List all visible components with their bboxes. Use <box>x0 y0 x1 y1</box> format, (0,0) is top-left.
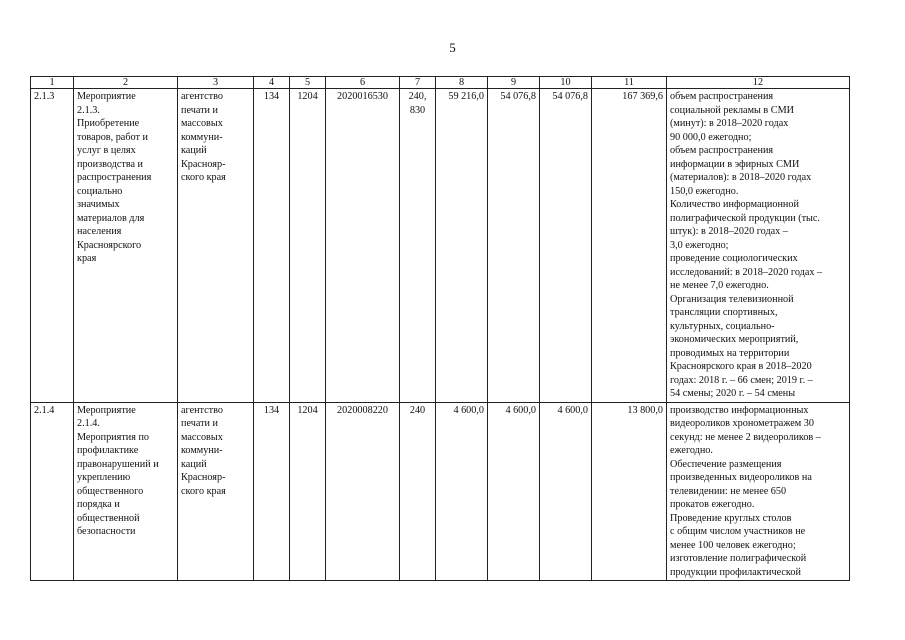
vr-code <box>400 89 436 403</box>
column-header: 9 <box>488 77 540 89</box>
amount-2020: 4 600,0 <box>540 402 592 581</box>
executor-name-line: Краснояр- <box>181 472 226 483</box>
measure-name-line: порядка и <box>77 499 120 510</box>
executor-name-line: печати и <box>181 104 219 116</box>
executor-name-line: ского края <box>181 172 226 183</box>
measure-name-line: населения <box>77 226 122 237</box>
expected-result-line: Обеспечение размещения <box>670 458 782 470</box>
measure-name-line: Мероприятие <box>77 91 136 102</box>
amount-total: 167 369,6 <box>592 89 667 403</box>
amount-2019: 4 600,0 <box>488 402 540 581</box>
amount-2018: 4 600,0 <box>436 402 488 581</box>
expected-result-line: менее 100 человек ежегодно; <box>670 539 796 551</box>
expected-result-line: трансляции спортивных, <box>670 307 778 318</box>
column-header: 5 <box>290 77 326 89</box>
measure-name-line: Красноярского <box>77 239 142 251</box>
expected-result-line: Проведение круглых столов <box>670 512 792 524</box>
expected-result-line: (материалов): в 2018–2020 годах <box>670 172 812 183</box>
measure-name-line: Приобретение <box>77 118 140 129</box>
measure-name-line: укреплению <box>77 472 131 483</box>
measure-name-line: социально <box>77 185 123 197</box>
measure-name-line: Мероприятие <box>77 404 136 416</box>
executor-name-line: коммуни- <box>181 131 223 143</box>
executor-name-line: массовых <box>181 118 223 129</box>
measure-name-line: профилактике <box>77 445 139 456</box>
expected-result <box>667 402 850 581</box>
expected-result-line: (минут): в 2018–2020 годах <box>670 118 789 129</box>
expected-result-line: объем распространения <box>670 145 774 156</box>
vr-code-line: 830 <box>409 104 426 116</box>
expected-result-line: культурных, социально- <box>670 320 775 332</box>
executor-name-line: каций <box>181 145 207 156</box>
measure-name-line: общественной <box>77 512 140 524</box>
expected-result-line: не менее 7,0 ежегодно. <box>670 280 769 291</box>
expected-result-line: произведенных видеороликов на <box>670 472 812 483</box>
executor-name-line: агентство <box>181 404 223 416</box>
expected-result-line: годах: 2018 г. – 66 смен; 2019 г. – <box>670 374 813 386</box>
expected-result-line: объем распространения <box>670 91 774 102</box>
executor-name-line: печати и <box>181 418 219 429</box>
grbs-code: 134 <box>254 402 290 581</box>
expected-result-line: 90 000,0 ежегодно; <box>670 131 752 143</box>
expected-result-line: Организация телевизионной <box>670 293 794 305</box>
expected-result-line: Количество информационной <box>670 199 799 210</box>
column-header: 6 <box>326 77 400 89</box>
expected-result-line: проводимых на территории <box>670 347 790 359</box>
program-table <box>30 76 850 581</box>
column-header: 10 <box>540 77 592 89</box>
table-row <box>31 402 850 581</box>
rzpr-code: 1204 <box>290 402 326 581</box>
measure-name-line: Мероприятия по <box>77 431 149 443</box>
column-header: 7 <box>400 77 436 89</box>
measure-name-line: общественного <box>77 485 144 497</box>
executor-name-line: массовых <box>181 431 223 443</box>
page-number: 5 <box>449 40 456 55</box>
executor-name-line: агентство <box>181 91 223 102</box>
expected-result-line: с общим числом участников не <box>670 526 806 537</box>
column-header: 8 <box>436 77 488 89</box>
expected-result-line: изготовление полиграфической <box>670 553 807 564</box>
expected-result-line: 150,0 ежегодно. <box>670 185 739 197</box>
expected-result-line: экономических мероприятий, <box>670 334 799 345</box>
executor-name-line: коммуни- <box>181 445 223 456</box>
column-header: 12 <box>667 77 850 89</box>
amount-2020: 54 076,8 <box>540 89 592 403</box>
measure-name-line: значимых <box>77 199 120 210</box>
expected-result-line: 54 смены; 2020 г. – 54 смены <box>670 388 796 399</box>
measure-name-line: материалов для <box>77 212 145 224</box>
executor-name <box>178 402 254 581</box>
expected-result-line: видеороликов хронометражем 30 <box>670 418 814 429</box>
executor-name-line: каций <box>181 458 207 470</box>
executor-name <box>178 89 254 403</box>
expected-result-line: прокатов ежегодно. <box>670 499 755 510</box>
grbs-code: 134 <box>254 89 290 403</box>
measure-name-line: товаров, работ и <box>77 131 148 143</box>
row-code: 2.1.4 <box>31 402 74 581</box>
table-row <box>31 89 850 403</box>
expected-result-line: проведение социологических <box>670 253 798 264</box>
executor-name-line: Краснояр- <box>181 158 226 170</box>
expected-result-line: социальной рекламы в СМИ <box>670 104 794 116</box>
csr-code: 2020008220 <box>326 402 400 581</box>
expected-result-line: полиграфической продукции (тыс. <box>670 212 820 224</box>
amount-total: 13 800,0 <box>592 402 667 581</box>
rzpr-code: 1204 <box>290 89 326 403</box>
column-header: 11 <box>592 77 667 89</box>
measure-name-line: услуг в целях <box>77 145 136 156</box>
expected-result-line: 3,0 ежегодно; <box>670 239 729 251</box>
amount-2018: 59 216,0 <box>436 89 488 403</box>
expected-result-line: секунд: не менее 2 видеороликов – <box>670 431 821 443</box>
column-header: 4 <box>254 77 290 89</box>
measure-name <box>74 89 178 403</box>
measure-name-line: правонарушений и <box>77 458 159 470</box>
expected-result-line: исследований: в 2018–2020 годах – <box>670 266 823 278</box>
row-code: 2.1.3 <box>31 89 74 403</box>
column-header: 1 <box>31 77 74 89</box>
executor-name-line: ского края <box>181 485 226 497</box>
csr-code: 2020016530 <box>326 89 400 403</box>
vr-code-line: 240 <box>409 404 426 416</box>
amount-2019: 54 076,8 <box>488 89 540 403</box>
header-row <box>31 77 850 89</box>
vr-code-line: 240, <box>408 91 427 102</box>
measure-name-line: 2.1.4. <box>77 418 100 429</box>
expected-result-line: производство информационных <box>670 404 809 416</box>
measure-name-line: производства и <box>77 158 144 170</box>
expected-result-line: информации в эфирных СМИ <box>670 158 800 170</box>
measure-name <box>74 402 178 581</box>
expected-result-line: штук): в 2018–2020 годах – <box>670 226 788 237</box>
expected-result-line: телевидении: не менее 650 <box>670 485 787 497</box>
measure-name-line: распространения <box>77 172 152 183</box>
expected-result-line: продукции профилактической <box>670 566 801 578</box>
expected-result <box>667 89 850 403</box>
expected-result-line: Красноярского края в 2018–2020 <box>670 361 812 372</box>
measure-name-line: края <box>77 253 97 264</box>
measure-name-line: безопасности <box>77 526 136 537</box>
expected-result-line: ежегодно. <box>670 445 713 456</box>
measure-name-line: 2.1.3. <box>77 104 100 116</box>
column-header: 2 <box>74 77 178 89</box>
vr-code <box>400 402 436 581</box>
column-header: 3 <box>178 77 254 89</box>
